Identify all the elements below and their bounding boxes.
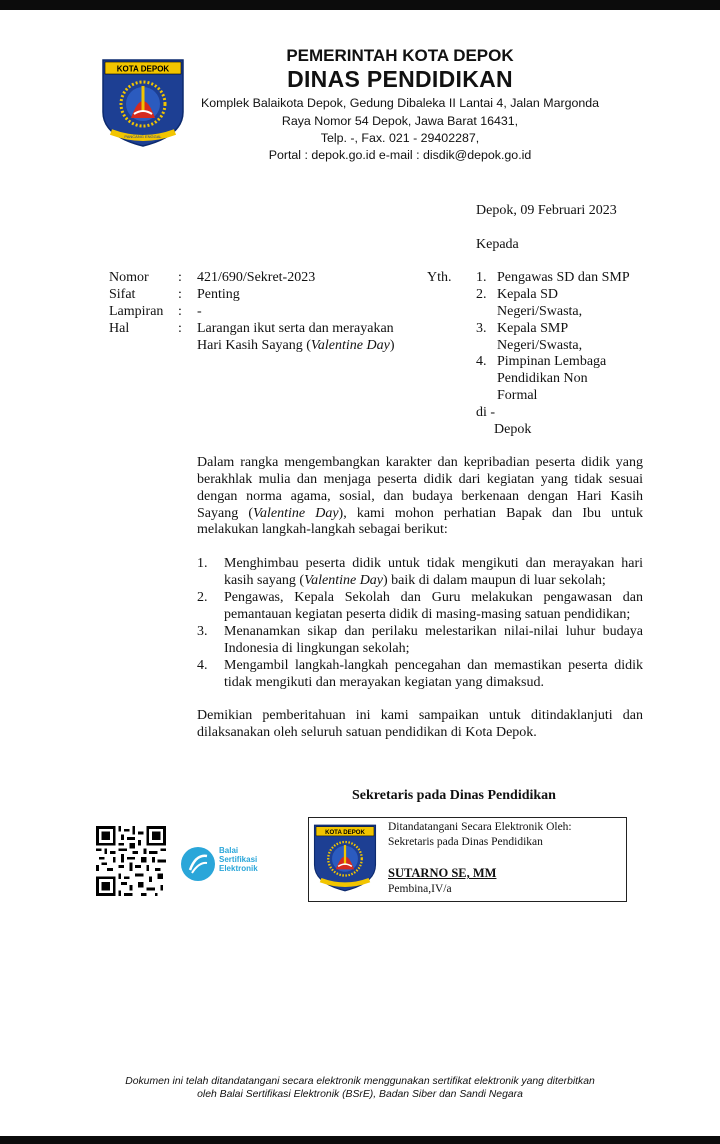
recipient-1-num: 1. [476,270,487,285]
meta-sifat-label: Sifat [109,287,136,302]
point-2-line-1: Pengawas, Kepala Sekolah dan Guru melakukan pengawasan dan [224,590,643,605]
closing-line-2: dilaksanakan oleh seluruh satuan pendidikan di Kota Depok. [197,725,537,740]
meta-lampiran-sep: : [178,304,182,319]
footer-note [60,1075,660,1101]
point-3-num: 3. [197,624,208,639]
logo-motto-text: PANCANG ENGGAL [124,134,162,139]
signer-rank: Pembina,IV/a [388,883,452,895]
recipient-4-num: 4. [476,354,487,369]
yth-label: Yth. [427,270,452,285]
recipient-4-line-3: Formal [497,388,538,403]
recipient-2-line-2: Negeri/Swasta, [497,304,583,319]
address-line-2: Raya Nomor 54 Depok, Jawa Barat 16431, [281,114,519,128]
address-line-1: Komplek Balaikota Depok, Gedung Dibaleka II Lantai 4, Jalan Margonda [200,96,600,110]
address-line-4: Portal : depok.go.id e-mail : disdik@depok.go.id [268,148,532,162]
intro-line-4-italic: Valentine Day [253,506,339,521]
point-2-line-2: pemantauan kegiatan peserta didik di masing-masing satuan pendidikan; [224,607,631,622]
bsre-line-1: Balai [219,846,239,855]
signed-by-role: Sekretaris pada Dinas Pendidikan [388,836,543,848]
intro-line-4 [197,506,643,523]
meta-sifat-sep: : [178,287,182,302]
point-4-line-1: Mengambil langkah-langkah pencegahan dan memastikan peserta didik [224,658,643,673]
point-1-num: 1. [197,556,208,571]
recipient-1-line-1: Pengawas SD dan SMP [497,270,630,285]
hal-line2-suffix: ) [389,338,395,353]
di-label: di - [476,405,496,420]
recipient-2-num: 2. [476,287,487,302]
intro-line-2: berakhlak mulia dan menjaga peserta didik dari kegiatan yang tidak sesuai [197,472,643,487]
point-3-line-2: Indonesia di lingkungan sekolah; [224,641,410,656]
recipient-3-num: 3. [476,321,487,336]
signature-box-logo [313,822,377,894]
recipient-4-line-2: Pendidikan Non [497,371,588,386]
meta-hal-sep: : [178,321,182,336]
kepada-label: Kepada [476,237,519,252]
meta-nomor-sep: : [178,270,182,285]
bottom-edge-bar [0,1136,720,1144]
bsre-line-2: Sertifikasi [219,855,258,864]
box-logo-label-text: KOTA DEPOK [325,829,365,836]
point-1-line-2-italic: Valentine Day [304,573,384,588]
signed-by-label: Ditandatangani Secara Elektronik Oleh: [388,821,572,833]
meta-hal-label: Hal [109,321,130,336]
closing-line-1: Demikian pemberitahuan ini kami sampaikan untuk ditindaklanjuti dan [197,708,643,723]
point-1-line-2 [224,573,606,590]
recipient-2-line-1: Kepala SD [497,287,559,302]
bsre-logo-icon [180,846,216,882]
signer-name: SUTARNO SE, MM [388,866,497,880]
logo-label-text: KOTA DEPOK [116,64,170,74]
recipient-3-line-1: Kepala SMP [497,321,569,336]
intro-line-5: melakukan langkah-langkah sebagai berikut: [197,522,448,537]
intro-line-3: dengan norma agama, sosial, dan budaya berkenaan dengan Hari Kasih [197,489,643,504]
intro-line-4-suffix: ), kami mohon perhatian Bapak dan Ibu untuk [338,506,643,521]
point-4-num: 4. [197,658,208,673]
bsre-line-3: Elektronik [219,864,258,873]
meta-hal-value-line1: Larangan ikut serta dan merayakan [197,321,394,336]
letter-date: Depok, 09 Februari 2023 [476,203,617,218]
point-1-line-2-prefix: kasih sayang ( [224,573,305,588]
recipient-place: Depok [494,422,532,437]
recipient-4-line-1: Pimpinan Lembaga [497,354,607,369]
meta-hal-value-line2 [197,338,395,355]
meta-lampiran-label: Lampiran [109,304,164,319]
bsre-text [219,846,258,873]
footer-line-1: Dokumen ini telah ditandatangani secara elektronik menggunakan sertifikat elektronik yang diterbitkan [125,1076,595,1087]
hal-line2-italic: Valentine Day [310,338,390,353]
point-1-line-1: Menghimbau peserta didik untuk tidak mengikuti dan merayakan hari [224,556,643,571]
hal-line2-prefix: Hari Kasih Sayang ( [197,338,311,353]
intro-line-4-prefix: Sayang ( [197,506,253,521]
point-1-line-2-suffix: ) baik di dalam maupun di luar sekolah; [383,573,606,588]
point-4-line-2: tidak mengikuti dan merayakan kegiatan yang dimaksud. [224,675,544,690]
recipient-3-line-2: Negeri/Swasta, [497,338,583,353]
address-line-3: Telp. -, Fax. 021 - 29402287, [320,131,480,145]
point-3-line-1: Menanamkan sikap dan perilaku melestarikan nilai-nilai luhur budaya [224,624,643,639]
point-2-num: 2. [197,590,208,605]
meta-lampiran-value: - [197,304,202,319]
intro-line-1: Dalam rangka mengembangkan karakter dan kepribadian peserta didik yang [197,455,643,470]
footer-line-2: oleh Balai Sertifikasi Elektronik (BSrE), Badan Siber dan Sandi Negara [197,1089,523,1100]
header-department: DINAS PENDIDIKAN [287,66,513,92]
signature-title: Sekretaris pada Dinas Pendidikan [352,788,556,803]
top-edge-bar [0,0,720,10]
qr-code [96,826,166,896]
meta-sifat-value: Penting [197,287,240,302]
meta-nomor-value: 421/690/Sekret-2023 [197,270,316,285]
header-government: PEMERINTAH KOTA DEPOK [286,46,514,65]
meta-nomor-label: Nomor [109,270,149,285]
kota-depok-logo [101,58,185,148]
